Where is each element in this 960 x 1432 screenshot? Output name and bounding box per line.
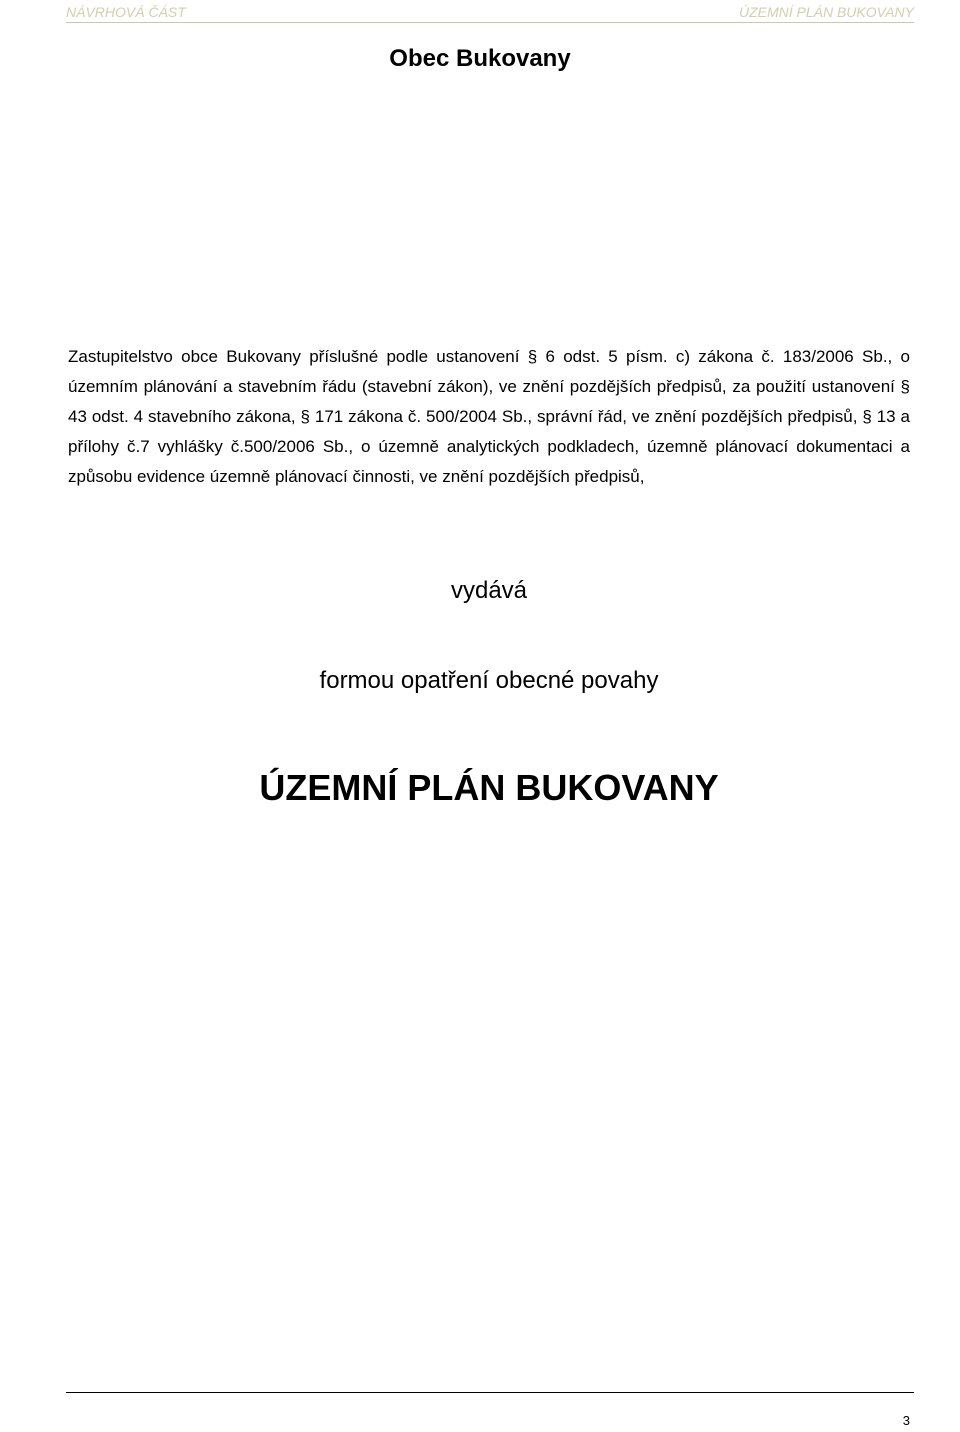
header-document-label: ÚZEMNÍ PLÁN BUKOVANY: [738, 4, 914, 20]
header-section-label: NÁVRHOVÁ ČÁST: [66, 4, 186, 20]
footer-divider: [66, 1392, 914, 1393]
document-title: Obec Bukovany: [389, 45, 571, 72]
form-line: formou opatření obecné povahy: [319, 667, 659, 694]
main-heading: ÚZEMNÍ PLÁN BUKOVANY: [259, 767, 719, 808]
issues-line: vydává: [450, 577, 528, 604]
page-number: 3: [902, 1413, 910, 1428]
body-paragraph: Zastupitelstvo obce Bukovany příslušné podle ustanovení § 6 odst. 5 písm. c) zákona č. 183/2006 Sb., o územním plánování a stavebním řádu (stavební zákon), ve znění pozdějších předpisů, za použití ustanovení § 43 odst. 4 stavebního zákona, § 171 zákona č. 500/2004 Sb., správní řád, ve znění pozdějších předpisů, § 13 a přílohy č.7 vyhlášky č.500/2006 Sb., o územně analytických podkladech, územně plánovací dokumentaci a způsobu evidence územně plánovací činnosti, ve znění pozdějších předpisů,: [68, 347, 910, 486]
page-header: [66, 4, 914, 23]
